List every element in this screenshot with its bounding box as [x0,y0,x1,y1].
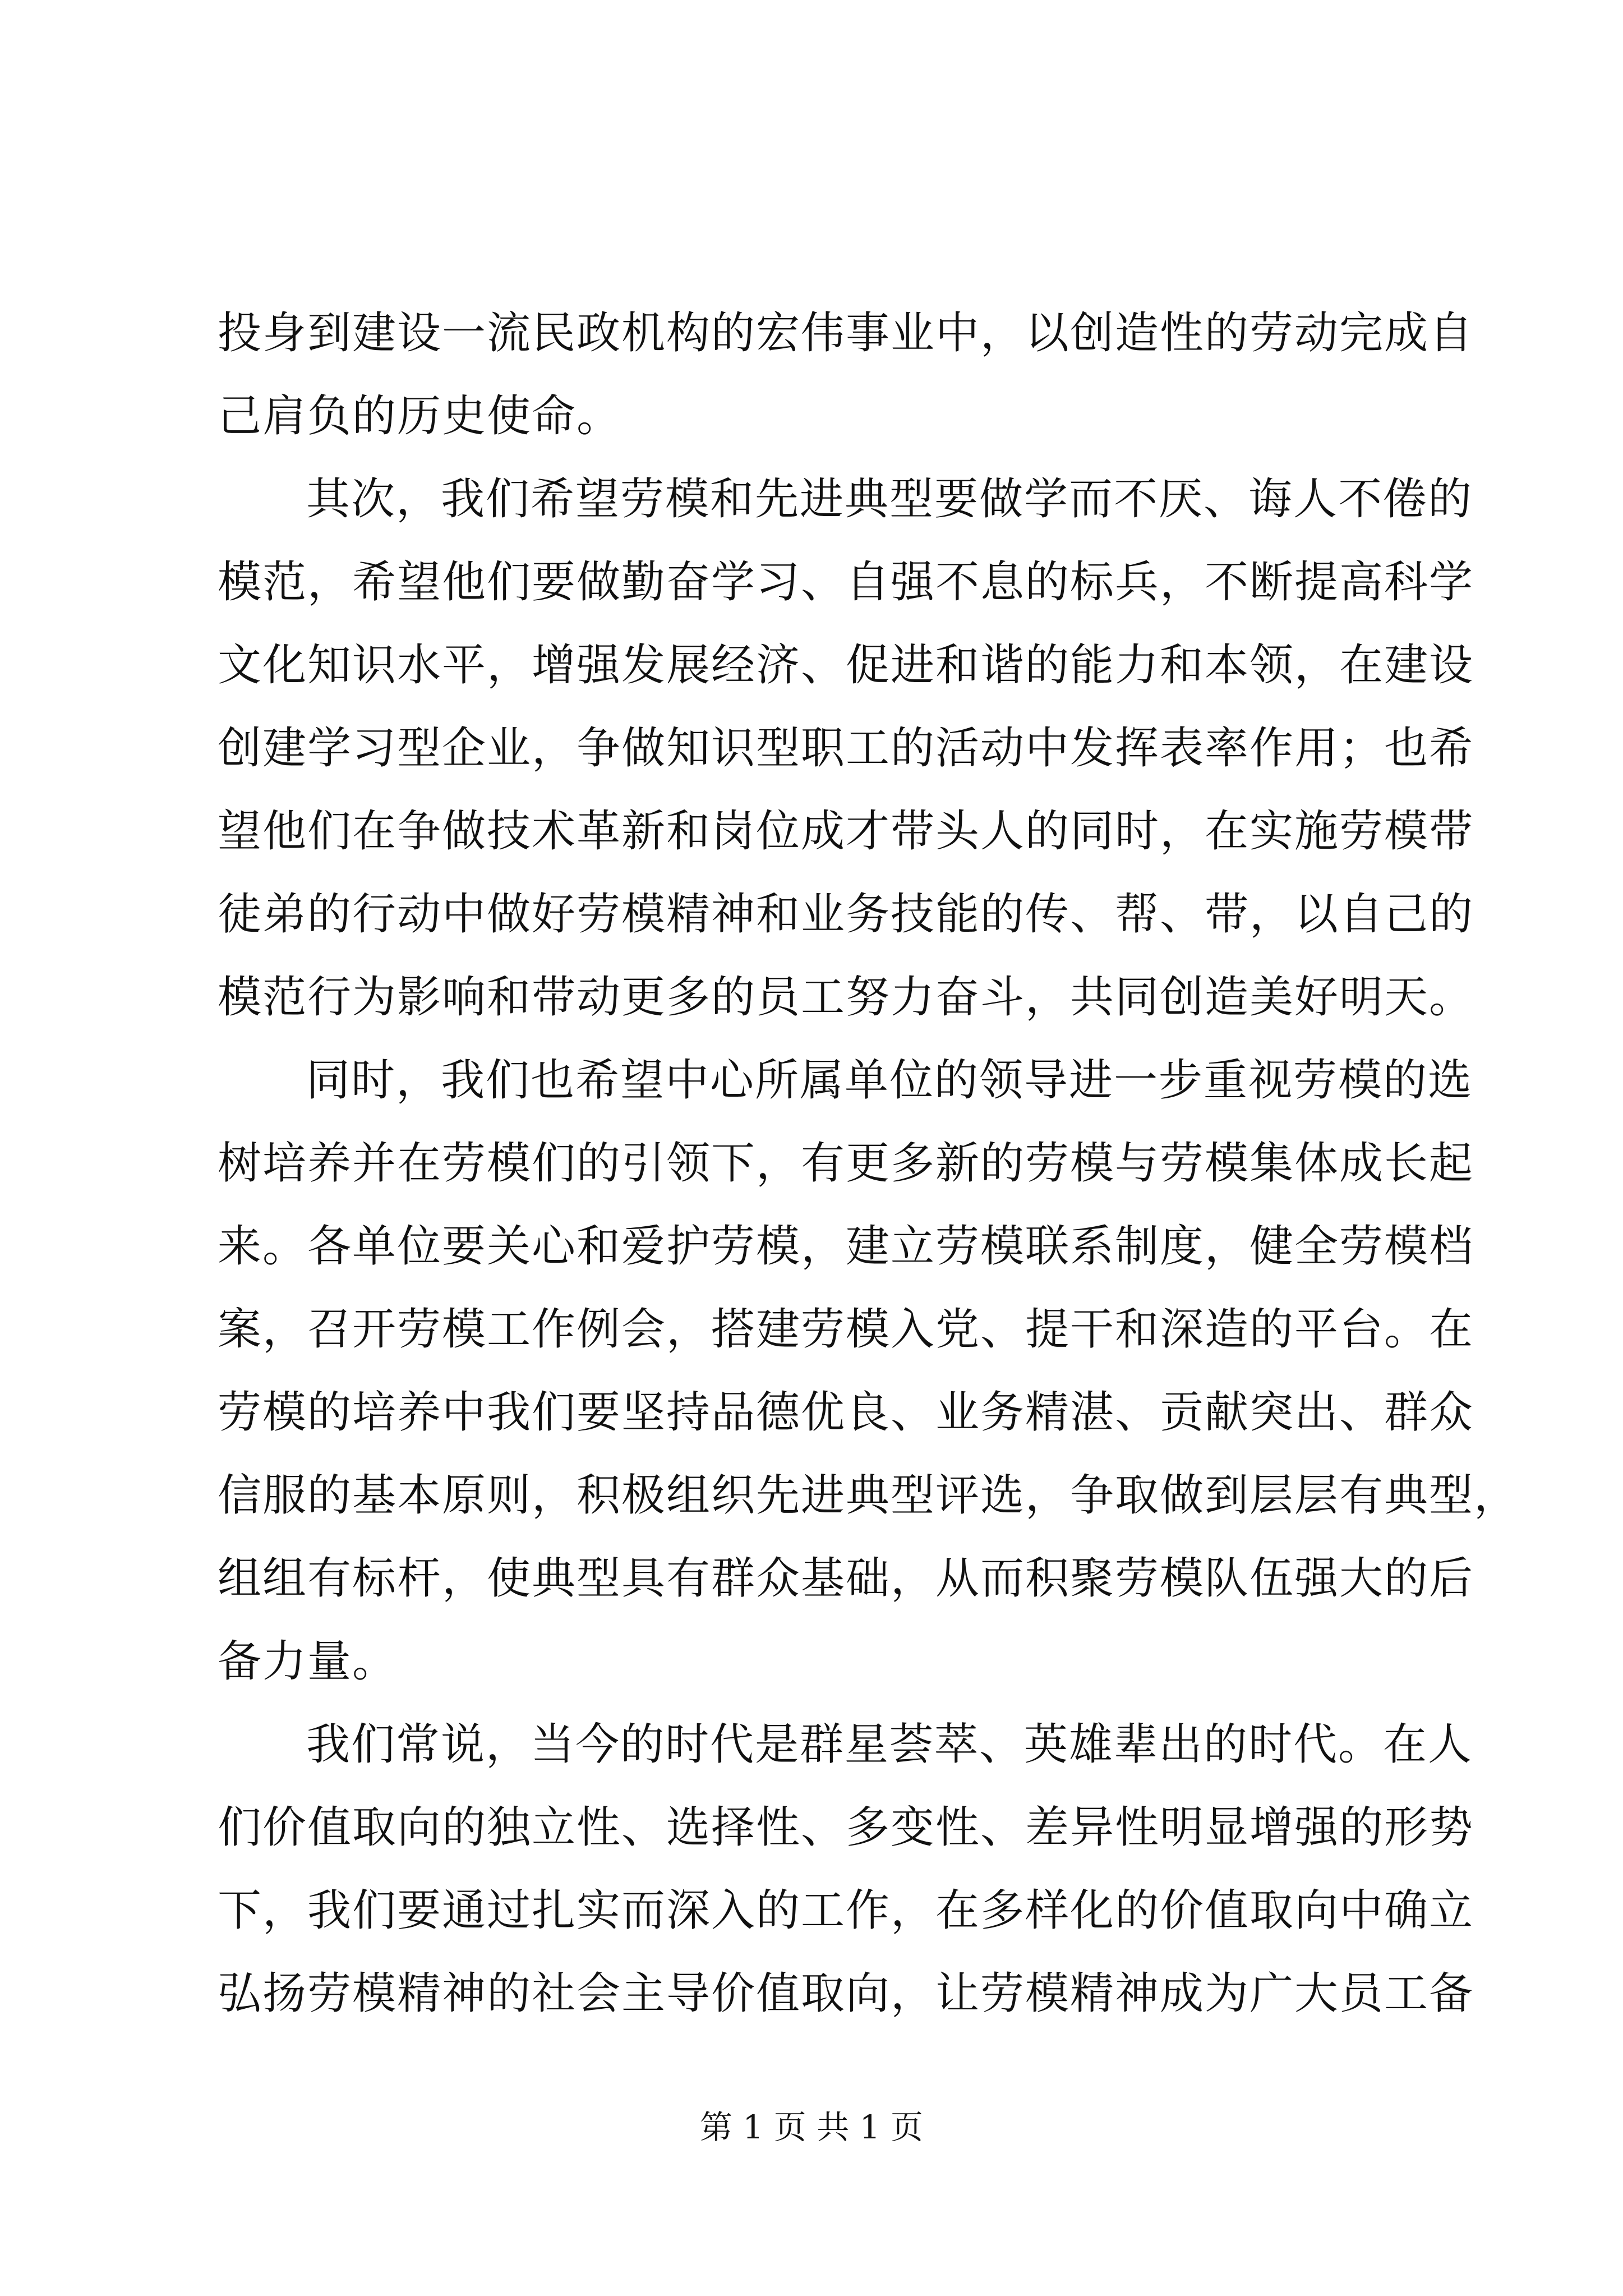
text-line: 信服的基本原则，积极组织先进典型评选，争取做到层层有典型， [218,1470,1519,1521]
text-line: 下，我们要通过扎实而深入的工作，在多样化的价值取向中确立 [218,1885,1474,1936]
text-line: 望他们在争做技术革新和岗位成才带头人的同时，在实施劳模带 [218,806,1474,857]
text-line: 模范行为影响和带动更多的员工努力奋斗，共同创造美好明天。 [218,972,1474,1023]
document-body [218,292,1519,2035]
text-line: 模范，希望他们要做勤奋学习、自强不息的标兵，不断提高科学 [218,557,1474,608]
text-line: 案，召开劳模工作例会，搭建劳模入党、提干和深造的平台。在 [218,1304,1474,1355]
text-line: 其次，我们希望劳模和先进典型要做学而不厌、诲人不倦的 [306,474,1473,524]
text-line: 劳模的培养中我们要坚持品德优良、业务精湛、贡献突出、群众 [218,1387,1474,1438]
text-line: 树培养并在劳模们的引领下，有更多新的劳模与劳模集体成长起 [218,1138,1474,1189]
text-line: 徒弟的行动中做好劳模精神和业务技能的传、帮、带，以自己的 [218,889,1474,940]
text-line: 来。各单位要关心和爱护劳模，建立劳模联系制度，健全劳模档 [218,1221,1474,1272]
text-line: 投身到建设一流民政机构的宏伟事业中，以创造性的劳动完成自 [218,308,1474,358]
text-line: 组组有标杆，使典型具有群众基础，从而积聚劳模队伍强大的后 [218,1553,1474,1604]
text-line: 创建学习型企业，争做知识型职工的活动中发挥表率作用；也希 [218,723,1474,774]
text-line: 们价值取向的独立性、选择性、多变性、差异性明显增强的形势 [218,1802,1474,1853]
text-line: 己肩负的历史使命。 [218,391,622,441]
text-line: 文化知识水平，增强发展经济、促进和谐的能力和本领，在建设 [218,640,1474,691]
page-footer: 第 1 页 共 1 页 [700,2108,923,2146]
text-line: 弘扬劳模精神的社会主导价值取向，让劳模精神成为广大员工备 [218,1968,1474,2019]
text-line: 同时，我们也希望中心所属单位的领导进一步重视劳模的选 [306,1055,1473,1106]
text-line: 备力量。 [218,1636,398,1687]
text-line: 我们常说，当今的时代是群星荟萃、英雄辈出的时代。在人 [306,1719,1473,1770]
